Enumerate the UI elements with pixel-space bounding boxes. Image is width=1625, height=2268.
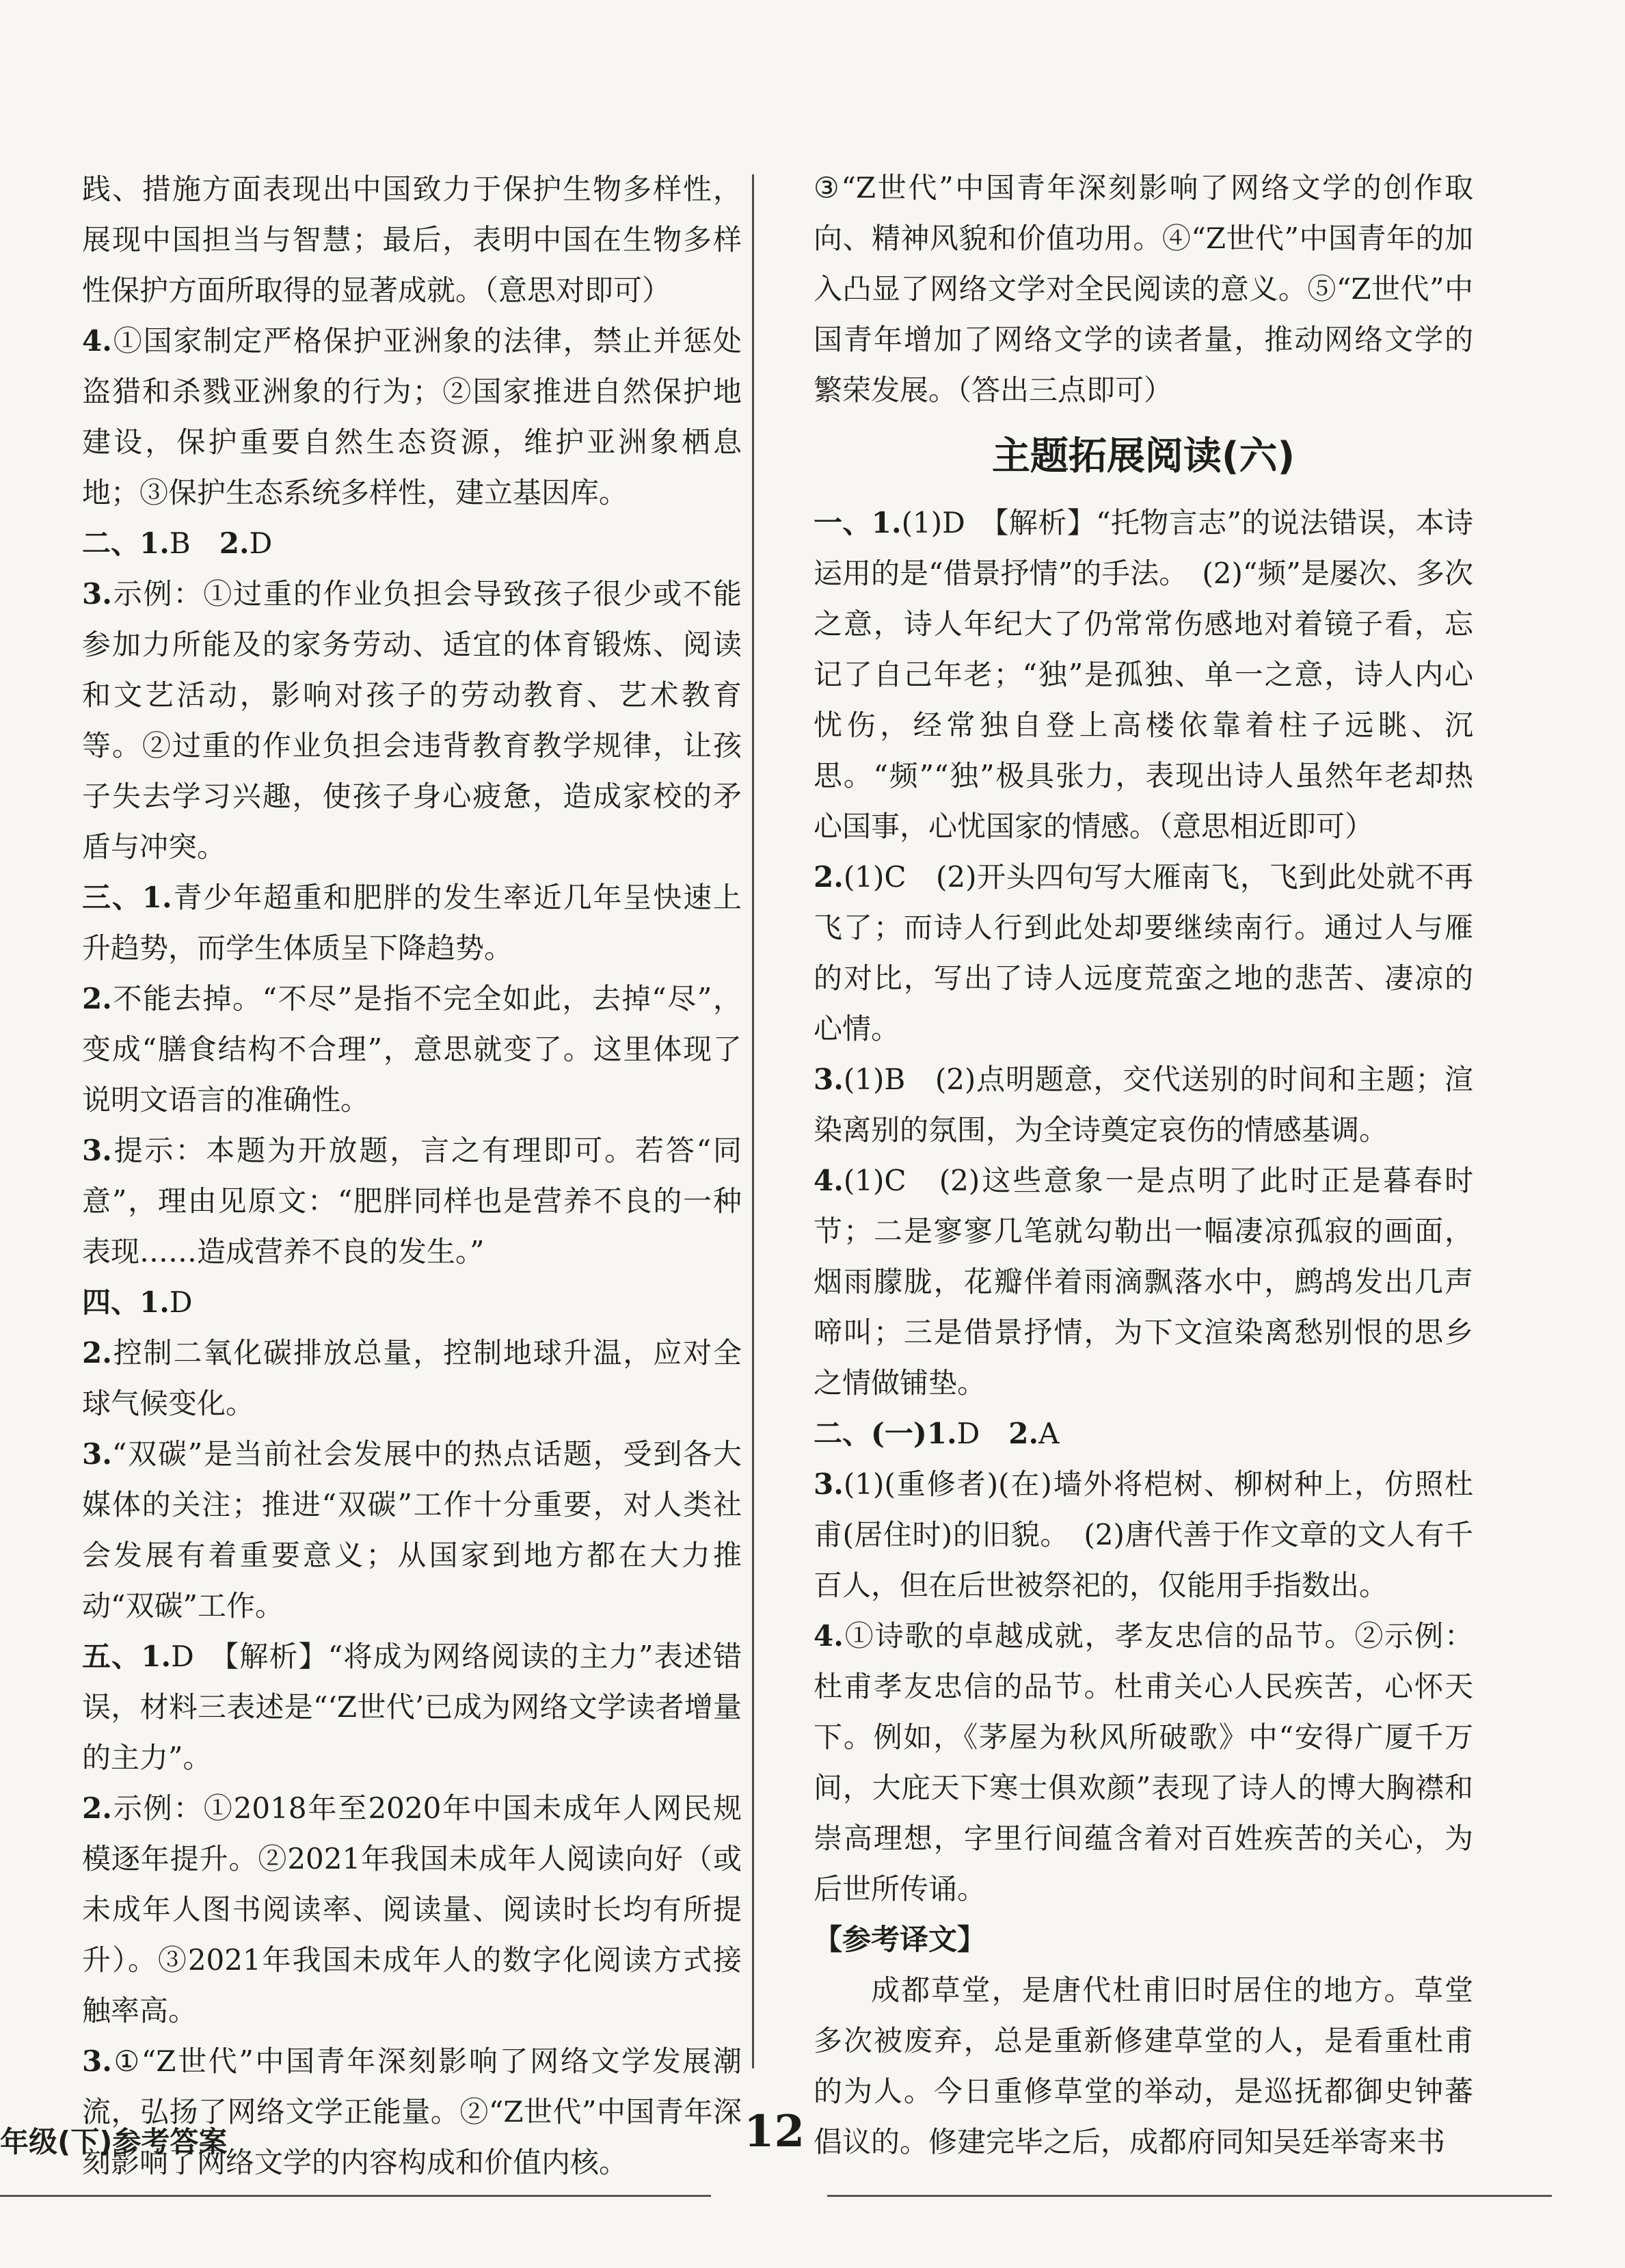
paragraph-text: 提示：本题为开放题，言之有理即可。若答“同意”，理由见原文：“肥胖同样也是营养不良的一种表现……造成营养不良的发生。” [82, 1134, 742, 1268]
item-label: 2. [1008, 1417, 1039, 1450]
translation-text: 成都草堂，是唐代杜甫旧时居住的地方。草堂多次被废弃，总是重新修建草堂的人，是看重杜甫的为人。今日重修草堂的举动，是巡抚都御史钟蕃倡议的。修建完毕之后，成都府同知吴廷举寄来书 [814, 1973, 1473, 2159]
item-label: 二、(一)1. [814, 1417, 957, 1450]
paragraph-r4 [814, 1409, 1473, 1459]
paragraph-r0 [814, 498, 1473, 852]
footer-rule-right [827, 2195, 1552, 2197]
paragraph-6 [82, 1125, 742, 1277]
item-label: 3. [82, 1437, 112, 1471]
paragraph-7 [82, 1277, 742, 1328]
paragraph-4 [82, 872, 742, 974]
paragraph-text: 不能去掉。“不尽”是指不完全如此，去掉“尽”，变成“膳食结构不合理”，意思就变了。这里体现了说明文语言的准确性。 [82, 982, 742, 1117]
paragraph-r1 [814, 852, 1473, 1054]
item-label: 2. [219, 526, 250, 560]
page-number: 12 [744, 2106, 805, 2157]
footer-label: 年级(下)参考答案 [0, 2125, 228, 2159]
item-label: 3. [82, 577, 112, 611]
paragraph-r5 [814, 1459, 1473, 1611]
paragraph-text: ①“Z世代”中国青年深刻影响了网络文学发展潮流，弘扬了网络文学正能量。②“Z世代”中国青年深刻影响了网络文学的内容构成和价值内核。 [82, 2044, 742, 2179]
paragraph-r3 [814, 1156, 1473, 1409]
paragraph-text: ①国家制定严格保护亚洲象的法律，禁止并惩处盗猎和杀戮亚洲象的行为；②国家推进自然保护地建设，保护重要自然生态资源，维护亚洲象栖息地；③保护生态系统多样性，建立基因库。 [82, 324, 742, 509]
paragraph-text: D [956, 1417, 1009, 1450]
paragraph-12 [82, 2036, 742, 2188]
paragraph-text: A [1038, 1417, 1060, 1450]
paragraph-3 [82, 569, 742, 872]
paragraph-text: 示例：①2018年至2020年中国未成年人网民规模逐年提升。②2021年我国未成年人阅读向好（或未成年人图书阅读率、阅读量、阅读时长均有所提升）。③2021年我国未成年人的数字化阅读方式接触率高。 [82, 1791, 742, 2027]
paragraph-r6 [814, 1611, 1473, 1915]
right-column [814, 163, 1473, 2167]
paragraph-text: D 【解析】“将成为网络阅读的主力”表述错误，材料三表述是“‘Z世代’已成为网络文学读者增量的主力”。 [82, 1640, 742, 1774]
item-label: 4. [82, 324, 112, 358]
paragraph-text: (1)D 【解析】“托物言志”的说法错误，本诗运用的是“借景抒情”的手法。 (2)“频”是屡次、多次之意，诗人年纪大了仍常常伤感地对着镜子看，忘记了自己年老；“独”是孤独、单一之意，诗人内心忧伤，经常独自登上高楼依靠着柱子远眺、沉思。“频”“独”极具张力，表现出诗人虽然年老却热心国事，心忧国家的情感。（意思相近即可） [814, 506, 1473, 843]
paragraph-text: (1)C (2)这些意象一是点明了此时正是暮春时节；二是寥寥几笔就勾勒出一幅凄凉孤寂的画面，烟雨朦胧，花瓣伴着雨滴飘落水中，鹧鸪发出几声啼叫；三是借景抒情，为下文渲染离愁别恨的思乡之情做铺垫。 [814, 1164, 1473, 1400]
item-label: 2. [82, 1791, 112, 1825]
paragraph-1 [82, 316, 742, 518]
item-label: 3. [82, 2044, 112, 2078]
paragraph-8 [82, 1328, 742, 1429]
item-label: 2. [82, 982, 112, 1015]
item-label: 4. [814, 1619, 844, 1653]
paragraph-r2 [814, 1054, 1473, 1156]
paragraph-text: (1)(重修者)(在)墙外将桤树、柳树种上，仿照杜甫(居住时)的旧貌。 (2)唐代善于作文章的文人有千百人，但在后世被祭祀的，仅能用手指数出。 [814, 1467, 1473, 1602]
paragraph-text: “双碳”是当前社会发展中的热点话题，受到各大媒体的关注；推进“双碳”工作十分重要，对人类社会发展有着重要意义；从国家到地方都在大力推动“双碳”工作。 [82, 1437, 742, 1623]
footer-rule-left [0, 2195, 711, 2197]
paragraph-10 [82, 1631, 742, 1783]
paragraph-text: 示例：①过重的作业负担会导致孩子很少或不能参加力所能及的家务劳动、适宜的体育锻炼、阅读和文艺活动，影响对孩子的劳动教育、艺术教育等。②过重的作业负担会违背教育教学规律，让孩子失去学习兴趣，使孩子身心疲惫，造成家校的矛盾与冲突。 [82, 577, 742, 864]
item-label: 二、1. [82, 526, 170, 560]
paragraph-text: ①诗歌的卓越成就，孝友忠信的品节。②示例：杜甫孝友忠信的品节。杜甫关心人民疾苦，心怀天下。例如，《茅屋为秋风所破歌》中“安得广厦千万间，大庇天下寒士俱欢颜”表现了诗人的博大胸襟和崇高理想，字里行间蕴含着对百姓疾苦的关心，为后世所传诵。 [814, 1619, 1473, 1906]
paragraph-5 [82, 974, 742, 1125]
paragraph-11 [82, 1783, 742, 2036]
paragraph-text: (1)B (2)点明题意，交代送别的时间和主题；渲染离别的氛围，为全诗奠定哀伤的情感基调。 [814, 1063, 1473, 1147]
paragraph-text: D [169, 1285, 193, 1319]
item-label: 2. [82, 1336, 112, 1370]
column-divider [752, 174, 754, 2068]
item-label: 四、1. [82, 1285, 170, 1319]
translation-tag: 【参考译文】 [814, 1923, 986, 1956]
paragraph-text: D [249, 526, 273, 560]
item-label: 3. [814, 1467, 844, 1501]
section-heading: 主题拓展阅读(六) [991, 434, 1295, 479]
left-column [82, 164, 742, 2188]
item-label: 3. [814, 1063, 844, 1096]
paragraph-0 [82, 164, 742, 316]
paragraph-text: 控制二氧化碳排放总量，控制地球升温，应对全球气候变化。 [82, 1336, 742, 1420]
item-label: 五、1. [82, 1640, 172, 1673]
paragraph-text: 青少年超重和肥胖的发生率近几年呈快速上升趋势，而学生体质呈下降趋势。 [82, 881, 742, 965]
paragraph-text: B [169, 526, 219, 560]
paragraph-9 [82, 1429, 742, 1631]
paragraph-text: 践、措施方面表现出中国致力于保护生物多样性，展现中国担当与智慧；最后，表明中国在生物多样性保护方面所取得的显著成就。（意思对即可） [82, 172, 742, 307]
paragraph-2 [82, 518, 742, 569]
item-label: 2. [814, 860, 844, 894]
paragraph-text: ③“Z世代”中国青年深刻影响了网络文学的创作取向、精神风貌和价值功用。④“Z世代”中国青年的加入凸显了网络文学对全民阅读的意义。⑤“Z世代”中国青年增加了网络文学的读者量，推动网络文学的繁荣发展。（答出三点即可） [814, 171, 1473, 407]
paragraph-continuation [814, 163, 1473, 416]
paragraph-text: (1)C (2)开头四句写大雁南飞，飞到此处就不再飞了；而诗人行到此处却要继续南行。通过人与雁的对比，写出了诗人远度荒蛮之地的悲苦、凄凉的心情。 [814, 860, 1473, 1045]
item-label: 4. [814, 1164, 844, 1197]
item-label: 3. [82, 1134, 112, 1167]
item-label: 三、1. [82, 881, 172, 914]
item-label: 一、1. [814, 506, 902, 539]
